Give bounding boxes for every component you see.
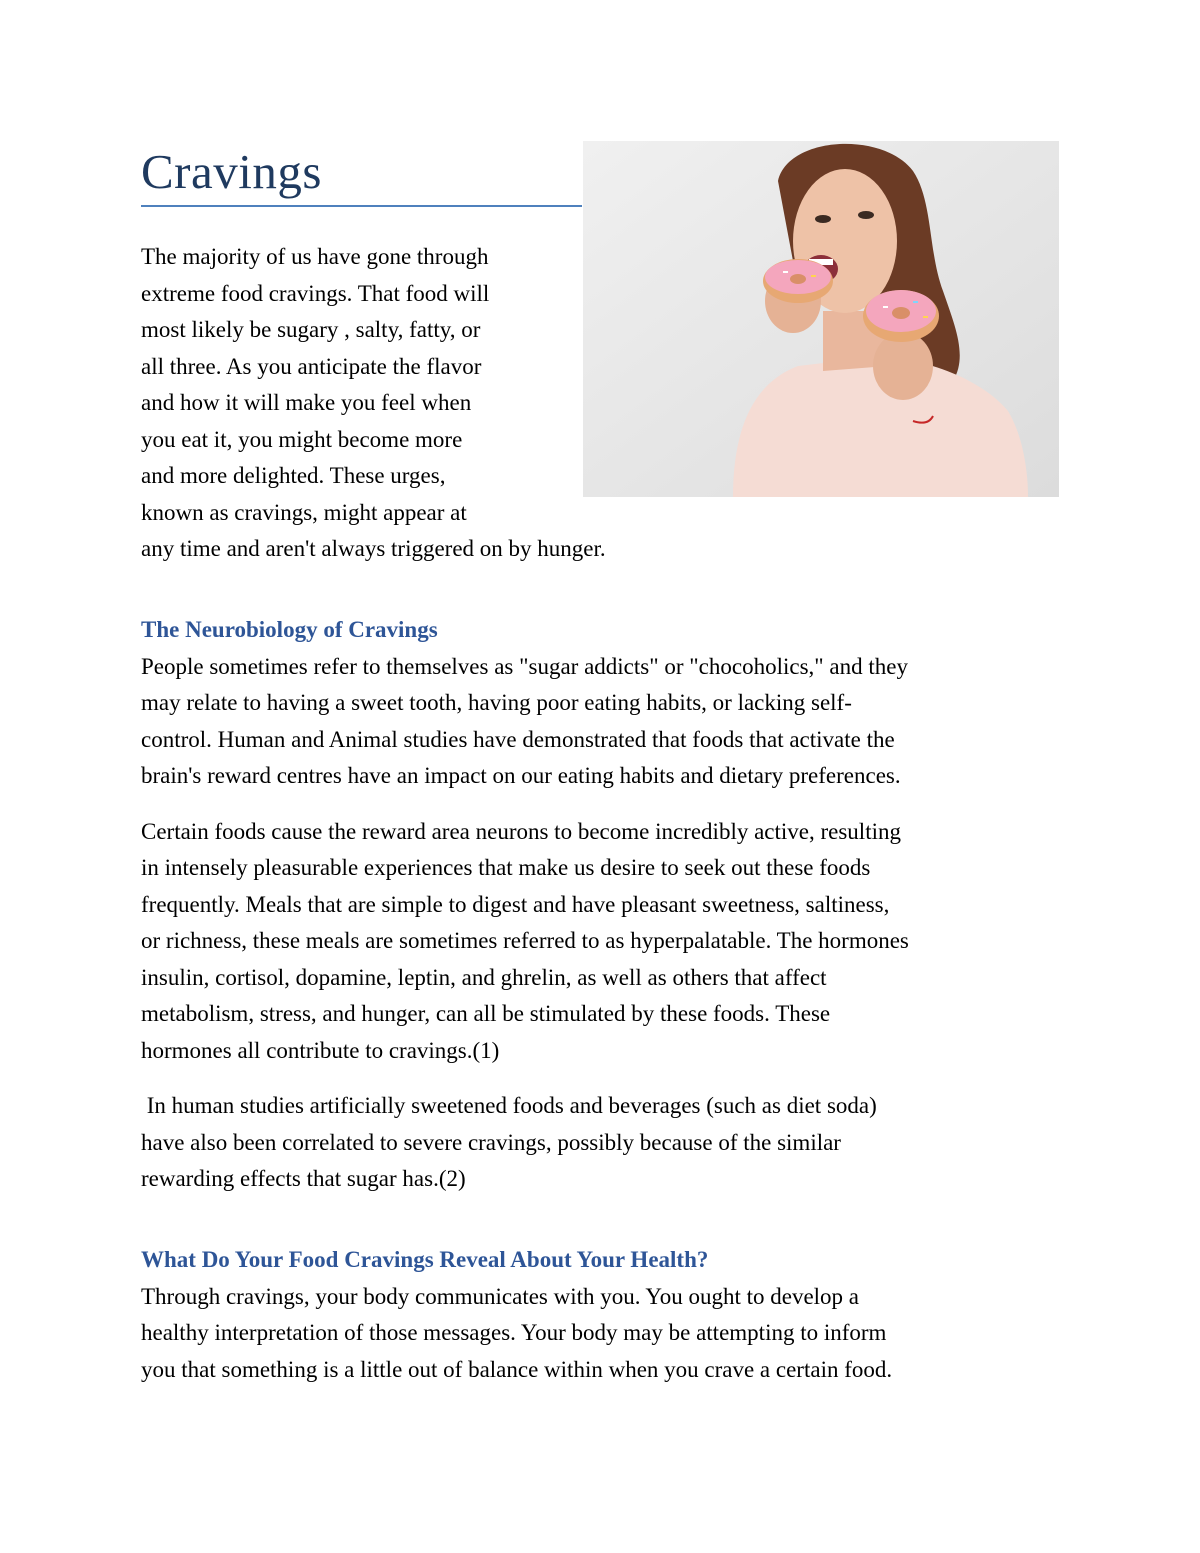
paragraph-line: frequently. Meals that are simple to digest and have pleasant sweetness, saltiness, xyxy=(141,891,890,917)
section-heading: The Neurobiology of Cravings xyxy=(141,617,438,642)
section-health xyxy=(141,1242,1071,1388)
intro-paragraph xyxy=(141,239,1061,568)
title-block xyxy=(141,140,582,207)
intro-line: The majority of us have gone through xyxy=(141,244,489,269)
paragraph xyxy=(141,814,1071,1070)
paragraph-line: you that something is a little out of balance within when you crave a certain food. xyxy=(141,1356,893,1382)
paragraph xyxy=(141,1088,1071,1198)
paragraph-line: In human studies artificially sweetened foods and beverages (such as diet soda) xyxy=(141,1093,877,1118)
paragraph-line: hormones all contribute to cravings.(1) xyxy=(141,1037,500,1063)
paragraph-line: healthy interpretation of those messages. Your body may be attempting to inform xyxy=(141,1320,887,1345)
paragraph-line: Certain foods cause the reward area neurons to become incredibly active, resulting xyxy=(141,818,901,844)
paragraph-line: metabolism, stress, and hunger, can all be stimulated by these foods. These xyxy=(141,1001,831,1026)
paragraph-line: in intensely pleasurable experiences that make us desire to seek out these foods xyxy=(141,855,871,880)
title-underline xyxy=(141,205,582,207)
intro-line: all three. As you anticipate the flavor xyxy=(141,353,482,379)
page-title: Cravings xyxy=(141,144,322,199)
paragraph-line: Through cravings, your body communicates with you. You ought to develop a xyxy=(141,1283,860,1309)
intro-line: any time and aren't always triggered on by hunger. xyxy=(141,536,606,561)
paragraph-line: rewarding effects that sugar has.(2) xyxy=(141,1166,466,1191)
intro-line: and how it will make you feel when xyxy=(141,390,472,415)
paragraph-line: People sometimes refer to themselves as "sugar addicts" or "chocoholics," and they xyxy=(141,653,908,679)
intro-line: known as cravings, might appear at xyxy=(141,499,467,525)
section-neurobiology xyxy=(141,612,1071,1198)
intro-line: and more delighted. These urges, xyxy=(141,463,446,488)
paragraph xyxy=(141,1279,1071,1389)
paragraph xyxy=(141,649,1071,795)
paragraph-line: brain's reward centres have an impact on our eating habits and dietary preferences. xyxy=(141,763,901,788)
intro-line: extreme food cravings. That food will xyxy=(141,280,490,306)
paragraph-line: insulin, cortisol, dopamine, leptin, and ghrelin, as well as others that affect xyxy=(141,964,827,990)
intro-line: you eat it, you might become more xyxy=(141,426,463,452)
paragraph-line: control. Human and Animal studies have demonstrated that foods that activate the xyxy=(141,726,895,752)
paragraph-line: have also been correlated to severe cravings, possibly because of the similar xyxy=(141,1129,841,1155)
paragraph-line: may relate to having a sweet tooth, having poor eating habits, or lacking self- xyxy=(141,690,852,715)
paragraph-line: or richness, these meals are sometimes referred to as hyperpalatable. The hormones xyxy=(141,928,909,953)
intro-line: most likely be sugary , salty, fatty, or xyxy=(141,317,481,342)
section-heading: What Do Your Food Cravings Reveal About Your Health? xyxy=(141,1247,709,1272)
